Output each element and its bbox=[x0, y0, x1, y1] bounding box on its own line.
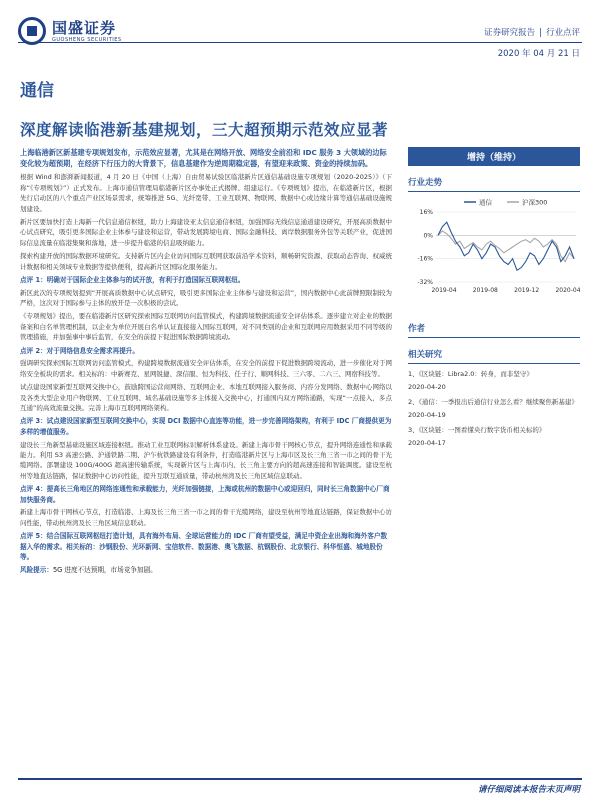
comment-extra: 《专项规划》提出，要在临港新片区研究探索国际互联网访问监管模式，构建跨境数据流通安全评估体系。逐步建立对企业的数据备案和白名单管理机制，以企业为单位开展白名单认证直接接入国际互联网，对不同类别的企业和互联网应用数据采用不同等级的管理措施，并加强事中事后监管，在安全的前提下促进国际数据跨境流动。 bbox=[20, 312, 392, 342]
x-tick-label: 2019-04 bbox=[431, 287, 457, 294]
sidebar bbox=[408, 147, 580, 453]
comment-heading: 点评 2：对于网络信息安全需求再提升。 bbox=[20, 346, 139, 355]
trend-heading: 行业走势 bbox=[408, 176, 580, 192]
risk-label: 风险提示： bbox=[20, 565, 53, 574]
risk-warning bbox=[20, 565, 392, 576]
y-tick-label: 0% bbox=[423, 232, 433, 240]
report-type bbox=[484, 26, 580, 38]
comment-extra: 试点建设国家新型互联网交换中心，鼓励跨国运营商网络、互联网企业、本地互联网接入服务商、内容分发网络、数据中心网络以及各类大型企业用户物联网、工业互联网、域名基础设施等多主体接入交换中心，打通国内双方网络通路，实现“一点接入，多点互通”的高效流量交换。完善上海市互联网网络架构。 bbox=[20, 383, 392, 412]
related-list bbox=[408, 369, 580, 448]
body-paragraph: 新片区要加快打造上海新一代信息通信枢纽，助力上海建设亚太信息通信枢纽，加强国际无线信息通道建设研究，开展高质数据中心试点研究，吸引更多国际企业主体参与建设和运营，带动发展跨境电商、国际金融科技、离岸数据服务外包等关联产业，促进国际信息流量在临港集聚和落地，进一步提升临港的信息吸纳能力。 bbox=[20, 218, 392, 247]
logo-chinese-name: 国盛证券 bbox=[52, 18, 117, 37]
logo-english-name: GUOSHENG SECURITIES bbox=[52, 36, 122, 43]
comment-heading: 点评 1：明确对于国际企业主体参与的试开放，有利于打造国际互联网枢纽。 bbox=[20, 276, 245, 285]
lead-summary: 上海临港新区新基建专项规划发布，示范效应显著，尤其是在网络开放、网络安全前沿和 IDC 服务 3 大领域的边际变化较为超预期，在经济下行压力的大背景下，信息基建作为逆周期稳定器，有望迎来政策、资金的持续加码。 bbox=[20, 148, 387, 169]
report-type-label: 证券研究报告 bbox=[484, 28, 536, 38]
body-paragraph: 根据 Wind 和澎湃新闻报道，4 月 20 日《中国（上海）自由贸易试验区临港新片区通信基础设施专项规划（2020-2025）》（下称“《专项规划》”）正式发布。上海市通信管理局临港新片区办事处正式揭牌、组建运行。《专项规划》提出，在临港新片区，根据先行启动区的八个重点产业区场景需求，统筹推进 5G、光纤宽带、工业互联网、物联网、数据中心或边缘计算等通信基础设施规划建设。 bbox=[20, 173, 392, 213]
y-tick-label: -32% bbox=[417, 279, 433, 286]
related-item[interactable] bbox=[408, 369, 580, 392]
report-date: 2020 年 04 月 21 日 bbox=[497, 49, 580, 59]
legend-label: 沪深300 bbox=[522, 198, 548, 207]
report-subtype-label: 行业点评 bbox=[545, 28, 580, 38]
page-title: 深度解读临港新基建规划，三大超预期示范效应显著 bbox=[20, 121, 389, 139]
report-body bbox=[20, 147, 392, 576]
comment-heading: 点评 4：提高长三角地区的网络连通性和承载能力，光纤加强链接，上海或杭州的数据中心或迎回归，同时长三角数据中心厂商加快服务商。 bbox=[20, 485, 390, 504]
comment-heading: 点评 3：试点建设国家新型互联网交换中心，实现 DCI 数据中心直连等功能，进一步完善网络架构，有利于 IDC 厂商提供更为多样的增值服务。 bbox=[20, 417, 392, 436]
footer-disclaimer: 请仔细阅读本报告末页声明 bbox=[477, 785, 580, 795]
related-title[interactable]: 2、《通信：一季报出后通信行业怎么看？继续聚焦新基建》 bbox=[408, 398, 578, 406]
related-title[interactable]: 1、《区块链：Libra2.0：转身，而非坚守》 bbox=[408, 370, 533, 378]
report-type-separator: | bbox=[539, 28, 542, 38]
comment-body: 新区此次的专项规划提到“开展高质数据中心试点研究，吸引更多国际企业主体参与建设和运营”，国内数据中心此前牌照限制较为严格，这次对于国际参与主体的放开是一次积极的尝试。 bbox=[20, 288, 392, 308]
trend-chart bbox=[408, 196, 580, 300]
y-tick-label: -16% bbox=[417, 255, 433, 263]
related-item[interactable] bbox=[408, 397, 580, 420]
related-date: 2020-04-19 bbox=[408, 411, 446, 419]
rating-badge: 增持（维持） bbox=[408, 147, 580, 166]
comment-body: 新建上海市骨干网核心节点，打造临港、上海及长三角三省一市之间的骨干光缆网络，建设至杭州等地直达链路，保证数据中心访问性能，带动杭州湾及长三角区域信息联动。 bbox=[20, 508, 392, 527]
risk-text: 5G 进度不达预期，市场竞争加剧。 bbox=[52, 565, 157, 574]
logo-mark-icon bbox=[18, 17, 46, 45]
comment-body: 强调研究探索国际互联网访问监管模式，构建跨境数据流通安全评估体系，在安全的前提下促进数据跨境流动，进一步催化对于网络安全板块的需求。相关标的：中新赛克、星网锐捷、深信服、恒为科技、任子行、顺网科技、三六零、二六三、网宿科技等。 bbox=[20, 359, 392, 378]
comment-heading: 点评 5：结合国际互联网枢纽打造计划，具有海外布局、全球运营能力的 IDC 厂商有望受益，满足中资企业出海和海外客户数据入华的需求。相关标的：沙钢股份、光环新网、宝信软件、数据港、奥飞数据、杭钢股份、北京银行、科华恒盛、城地股份等。 bbox=[20, 532, 388, 562]
footer-divider bbox=[18, 778, 582, 780]
series-line-telecom bbox=[438, 222, 574, 270]
related-date: 2020-04-17 bbox=[408, 439, 446, 447]
y-tick-label: 16% bbox=[419, 209, 433, 216]
x-tick-label: 2020-04 bbox=[555, 287, 580, 294]
related-heading: 相关研究 bbox=[408, 348, 580, 364]
x-tick-label: 2019-12 bbox=[514, 287, 540, 294]
author-heading: 作者 bbox=[408, 322, 580, 338]
header-divider bbox=[18, 42, 582, 43]
related-item[interactable] bbox=[408, 425, 580, 448]
related-title[interactable]: 3、《区块链：一图看懂央行数字货币相关标的》 bbox=[408, 426, 546, 434]
comment-extra: 建设长三角新型基础设施区域连接枢纽。推动工业互联网标识解析体系建设。新建上海市骨干网核心节点，提升网络连通性和承载能力。利用 S3 高速公路、沪通铁路二期、沪乍杭铁路建设有利条件，打造临港新片区与上海市区及长三角三省一市之间的骨干光缆网络。部署建设 100G/400G 超高速传输系统，实现新片区与上海市内、长三角主要方向的超高速连接和智能调度。建设至杭州等地直达链路，保证数据中心访问性能，提升互联互通质量，带动杭州湾及长三角区域信息联动。 bbox=[20, 440, 392, 480]
industry-label: 通信 bbox=[20, 81, 54, 101]
x-tick-label: 2019-08 bbox=[472, 287, 498, 294]
related-date: 2020-04-20 bbox=[408, 383, 446, 391]
body-paragraph: 探索构建开放的国际数据环境研究。支持新片区内企业访问国际互联网获取前沿学术资料，顺畅研究资源、获取动态咨询、权威统计数据和相关领域专业数据等提供便利，提高新片区国际化服务能力。 bbox=[20, 252, 392, 271]
legend-label: 通信 bbox=[479, 198, 492, 207]
